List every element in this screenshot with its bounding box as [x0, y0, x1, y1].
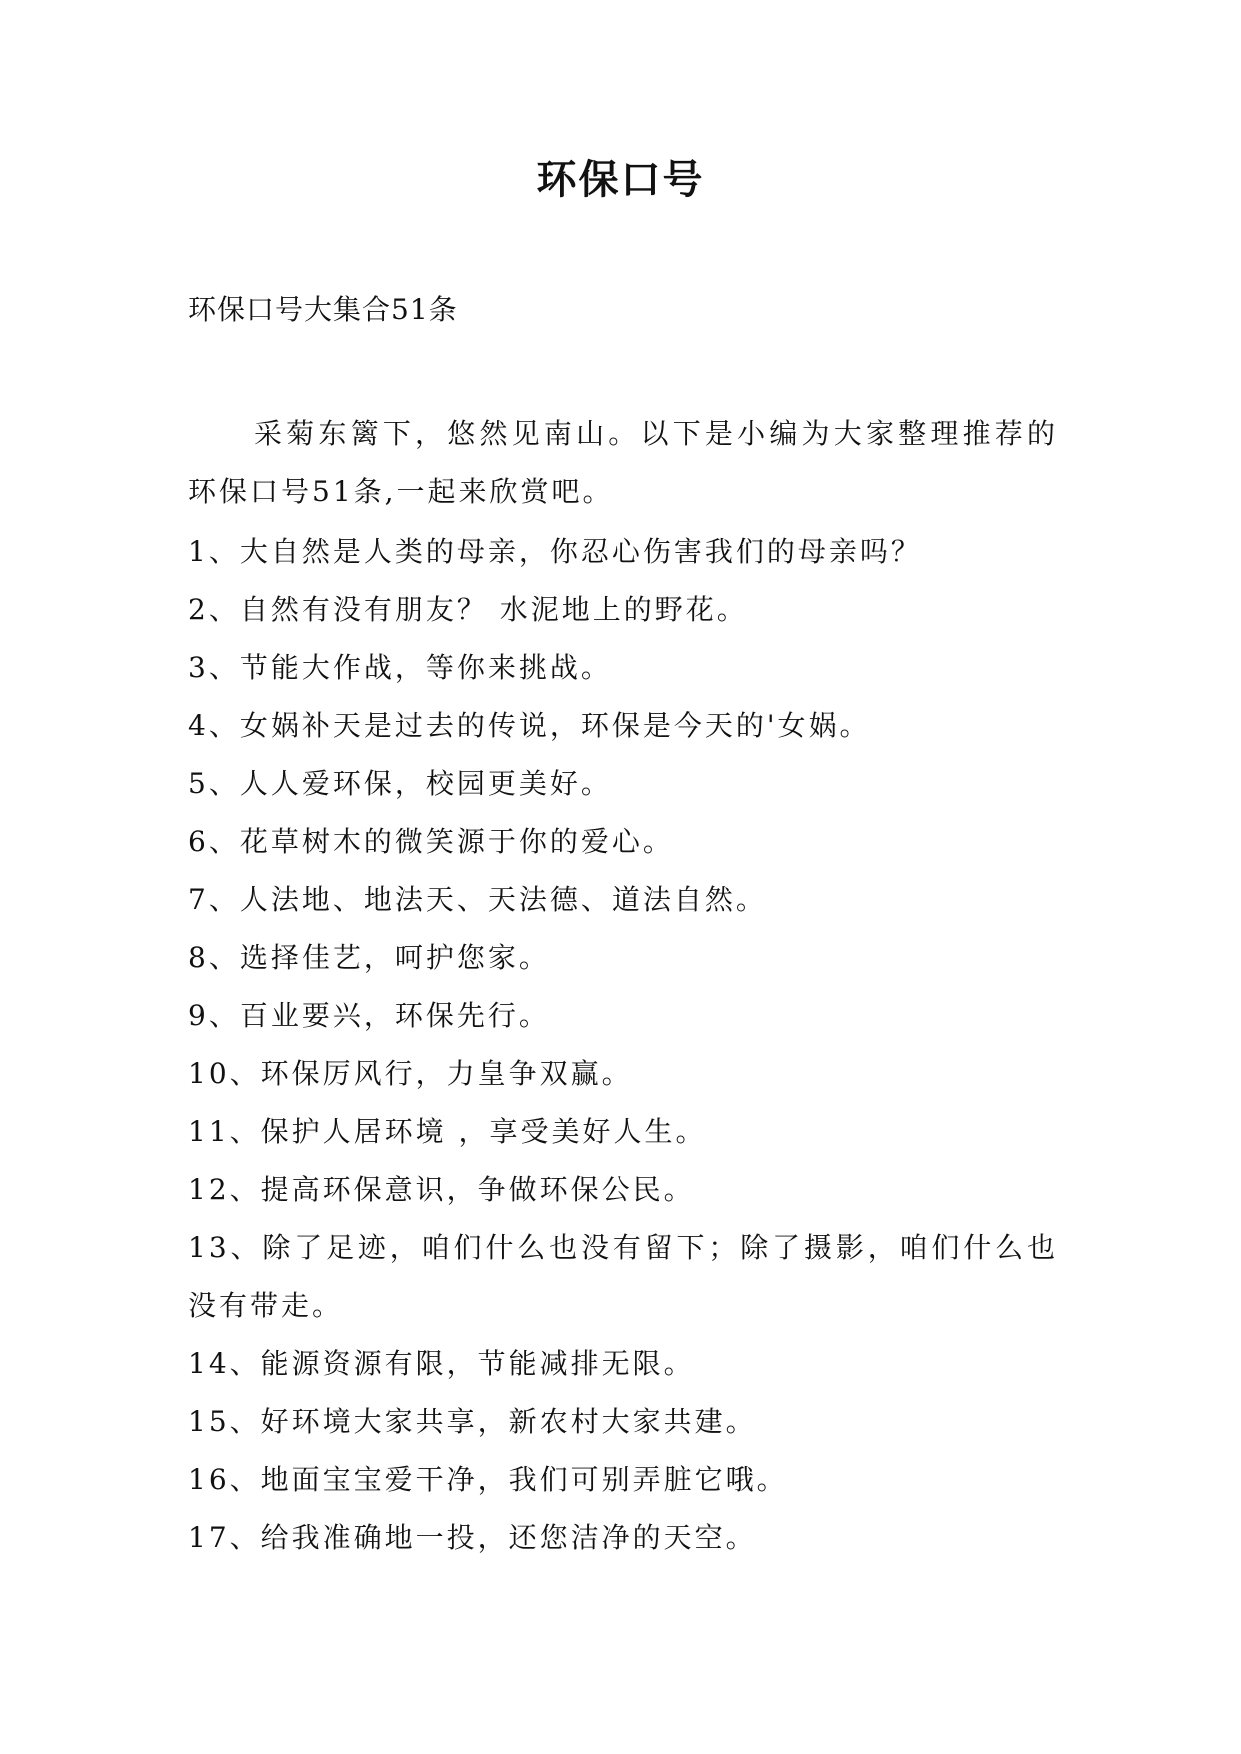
slogan-item: 2、自然有没有朋友？ 水泥地上的野花。 [188, 593, 748, 626]
slogan-item: 4、女娲补天是过去的传说，环保是今天的'女娲。 [188, 709, 871, 742]
page-title: 环保口号 [536, 157, 705, 203]
slogan-item: 8、选择佳艺，呵护您家。 [188, 941, 550, 974]
slogan-item: 17、给我准确地一投，还您洁净的天空。 [188, 1521, 757, 1554]
slogan-item: 11、保护人居环境 ，享受美好人生。 [188, 1115, 707, 1148]
slogan-item: 12、提高环保意识，争做环保公民。 [188, 1173, 695, 1206]
slogan-item: 1、大自然是人类的母亲，你忍心伤害我们的母亲吗？ [188, 535, 922, 568]
slogan-item: 14、能源资源有限，节能减排无限。 [188, 1347, 695, 1380]
document-subtitle: 环保口号大集合51条 [188, 293, 458, 326]
slogan-item: 5、人人爱环保，校园更美好。 [188, 767, 612, 800]
slogan-item: 10、环保厉风行，力皇争双赢。 [188, 1057, 633, 1090]
slogan-item: 16、地面宝宝爱干净，我们可别弄脏它哦。 [188, 1463, 788, 1496]
slogan-item: 15、好环境大家共享，新农村大家共建。 [188, 1405, 757, 1438]
slogan-item: 3、节能大作战，等你来挑战。 [188, 651, 612, 684]
slogan-list [188, 523, 1058, 1567]
slogan-item: 13、除了足迹，咱们什么也没有留下；除了摄影，咱们什么也没有带走。 [188, 1231, 1058, 1322]
slogan-item: 9、百业要兴，环保先行。 [188, 999, 550, 1032]
slogan-item: 7、人法地、地法天、天法德、道法自然。 [188, 883, 767, 916]
slogan-item: 6、花草树木的微笑源于你的爱心。 [188, 825, 674, 858]
intro-paragraph: 采菊东篱下，悠然见南山。以下是小编为大家整理推荐的环保口号51条,一起来欣赏吧。 [188, 417, 1058, 508]
